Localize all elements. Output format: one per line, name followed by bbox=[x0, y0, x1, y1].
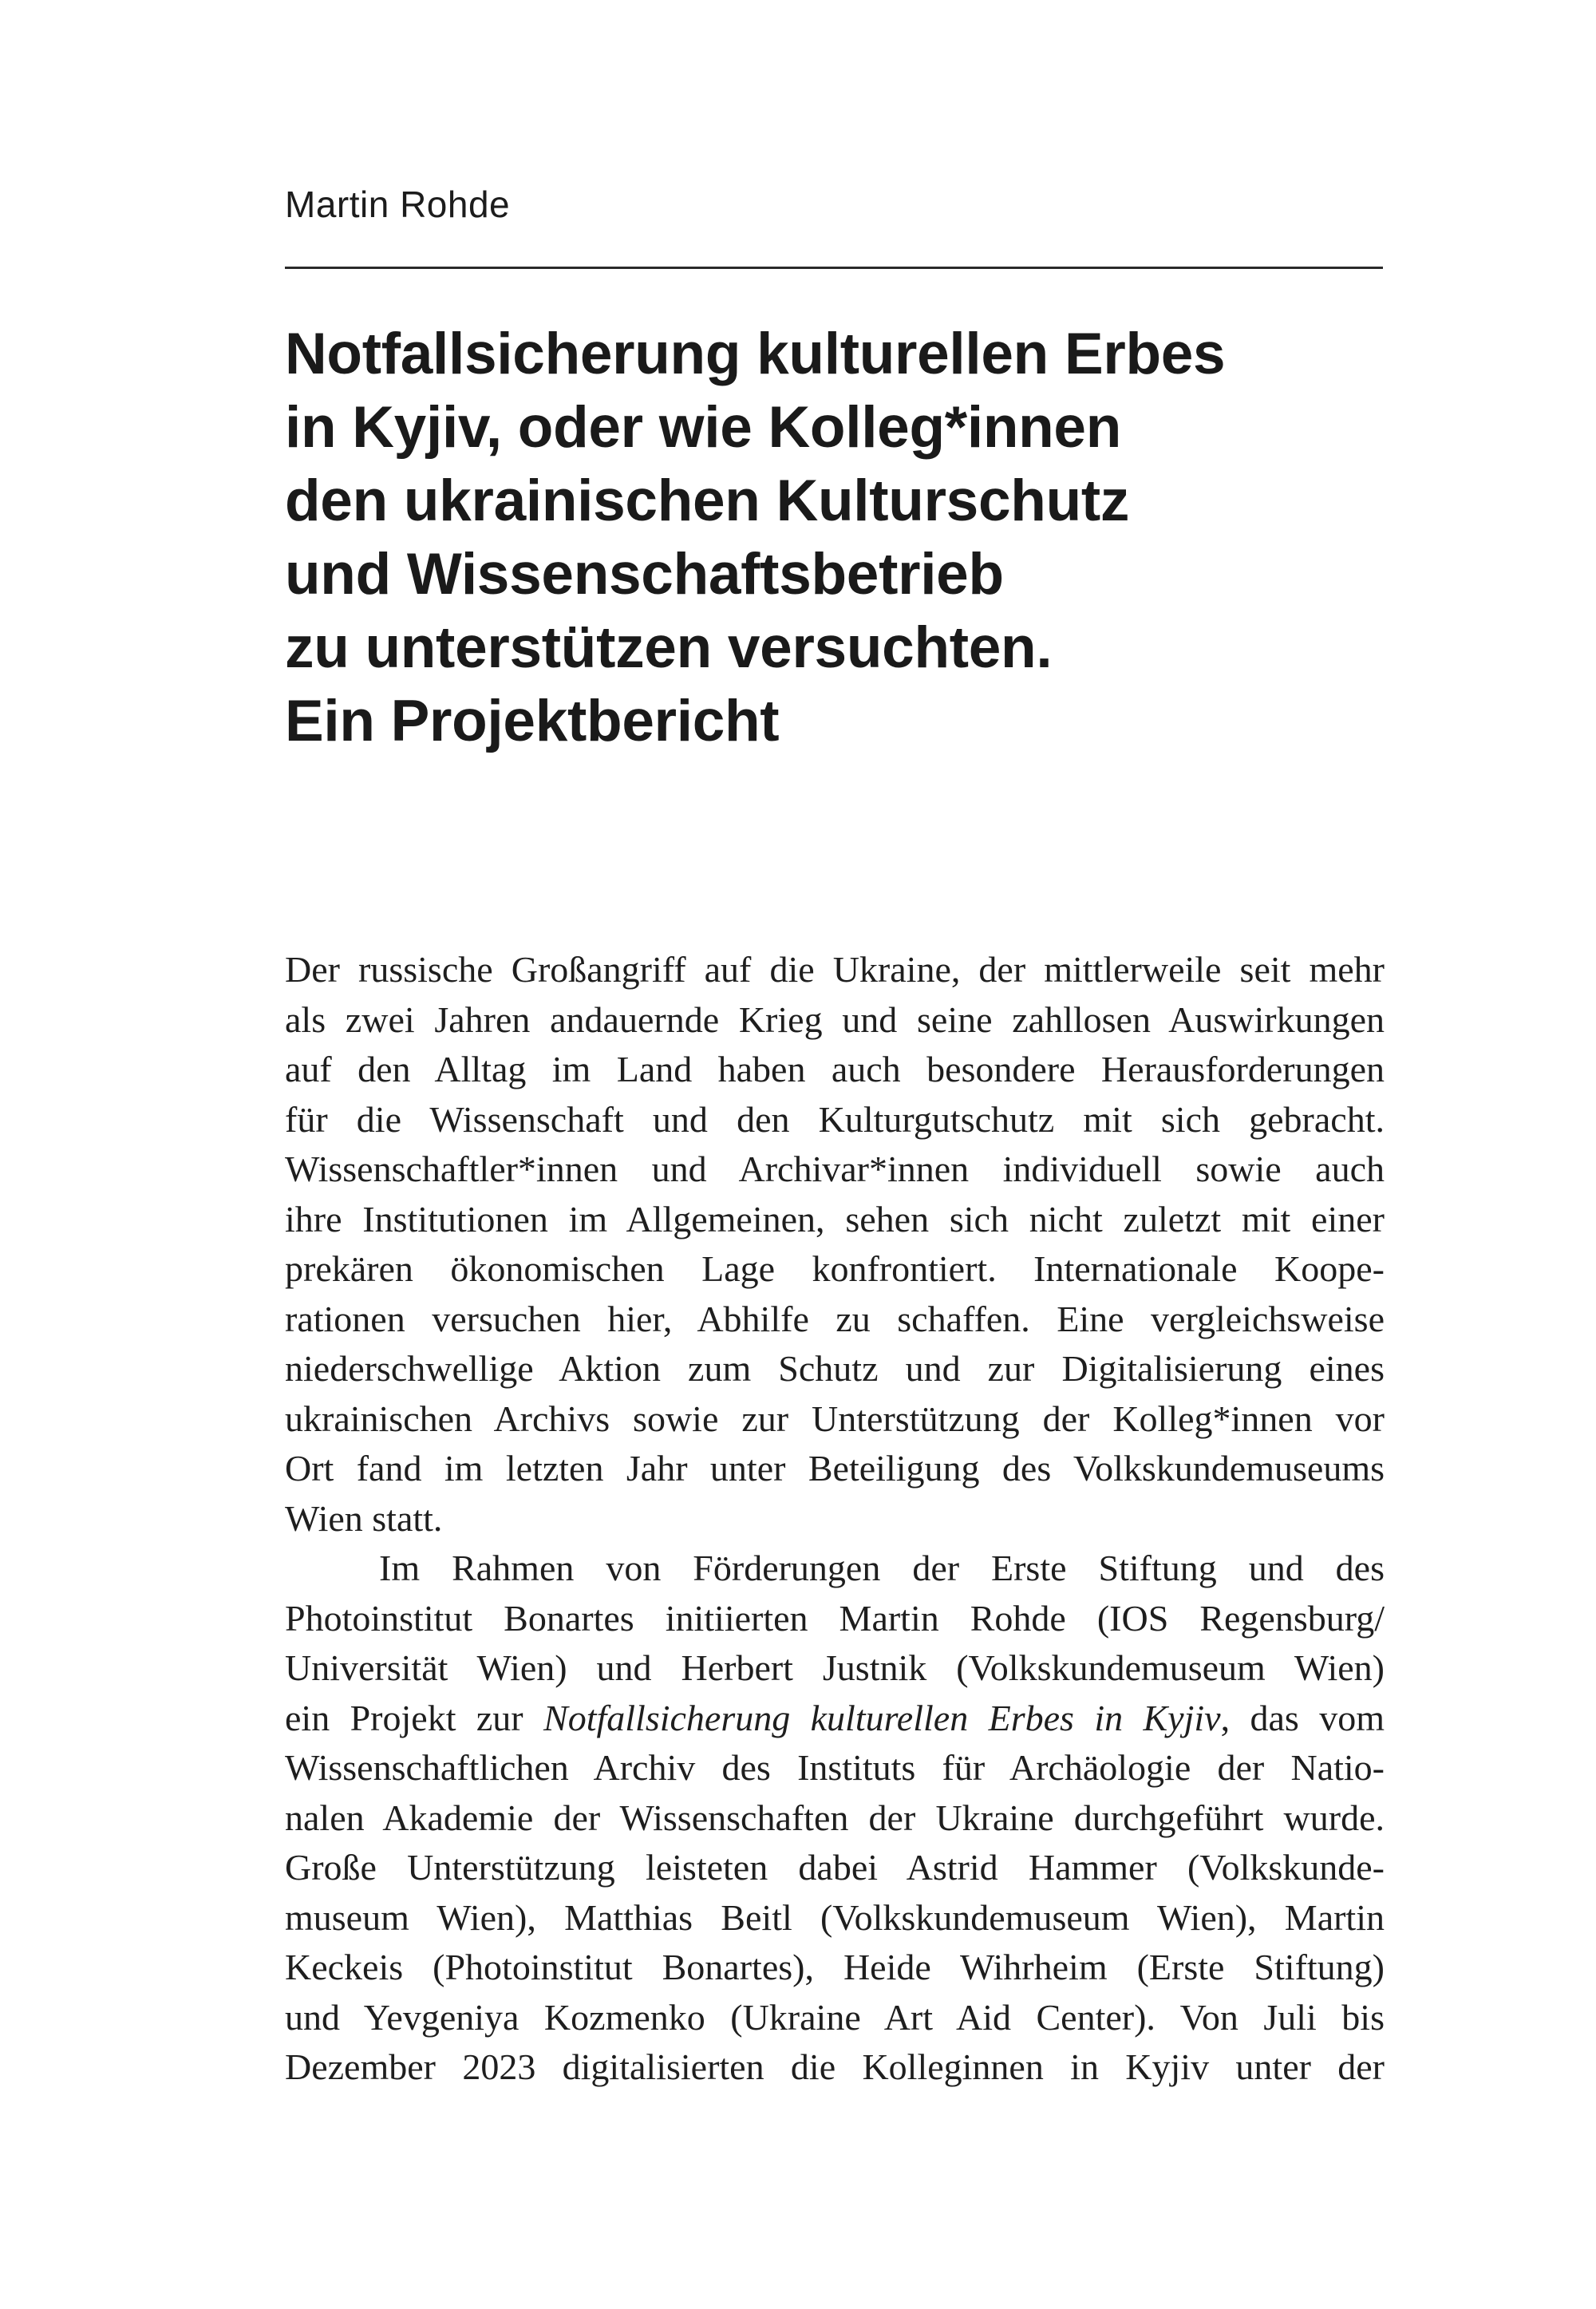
body-line: ukrainischen Archivs sowie zur Unterstützung der Kolleg*innen vor bbox=[285, 1398, 1385, 1439]
body-line: ihre Institutionen im Allgemeinen, sehen sich nicht zuletzt mit einer bbox=[285, 1198, 1385, 1240]
body-text: , das vom bbox=[1220, 1697, 1385, 1738]
header-divider bbox=[285, 267, 1383, 269]
article-title bbox=[285, 318, 1402, 758]
body-line: auf den Alltag im Land haben auch besondere Herausforderungen bbox=[285, 1049, 1385, 1089]
title-line: zu unterstützen versuchten. bbox=[285, 615, 1053, 680]
body-line: Große Unterstützung leisteten dabei Astrid Hammer (Volkskunde- bbox=[285, 1847, 1385, 1888]
body-line: als zwei Jahren andauernde Krieg und seine zahllosen Auswirkungen bbox=[285, 998, 1385, 1040]
body-line: Dezember 2023 digitalisierten die Kolleginnen in Kyjiv unter der bbox=[285, 2046, 1385, 2087]
body-line: Ort fand im letzten Jahr unter Beteiligung des Volkskundemuseums bbox=[285, 1448, 1385, 1489]
body-line: und Yevgeniya Kozmenko (Ukraine Art Aid Center). Von Juli bis bbox=[285, 1996, 1385, 2038]
title-line: Notfallsicherung kulturellen Erbes bbox=[285, 322, 1226, 386]
body-line: Wien statt. bbox=[285, 1497, 443, 1539]
article-body bbox=[285, 945, 1385, 2093]
body-line: rationen versuchen hier, Abhilfe zu schaffen. Eine vergleichsweise bbox=[285, 1298, 1385, 1339]
body-line: Universität Wien) und Herbert Justnik (Volkskundemuseum Wien) bbox=[285, 1647, 1385, 1688]
body-line: Keckeis (Photoinstitut Bonartes), Heide Wihrheim (Erste Stiftung) bbox=[285, 1947, 1385, 1987]
paragraph-2 bbox=[285, 1544, 1385, 2093]
title-line: Ein Projektbericht bbox=[285, 689, 780, 753]
body-line: niederschwellige Aktion zum Schutz und zur Digitalisierung eines bbox=[285, 1348, 1385, 1389]
body-line: Photoinstitut Bonartes initiierten Martin Rohde (IOS Regensburg/ bbox=[285, 1597, 1385, 1639]
body-line: prekären ökonomischen Lage konfrontiert. Internationale Koope- bbox=[285, 1248, 1385, 1289]
body-line: museum Wien), Matthias Beitl (Volkskundemuseum Wien), Martin bbox=[285, 1896, 1385, 1938]
body-line: nalen Akademie der Wissenschaften der Ukraine durchgeführt wurde. bbox=[285, 1797, 1385, 1838]
paragraph-1 bbox=[285, 945, 1385, 1544]
title-line: und Wissenschaftsbetrieb bbox=[285, 542, 1004, 607]
project-title-italic: Notfallsicherung kulturellen Erbes in Kyjiv bbox=[543, 1697, 1221, 1738]
body-line: Im Rahmen von Förderungen der Erste Stiftung und des bbox=[379, 1548, 1385, 1588]
body-line: Wissenschaftlichen Archiv des Instituts für Archäologie der Natio- bbox=[285, 1747, 1385, 1788]
title-line: den ukrainischen Kulturschutz bbox=[285, 469, 1130, 533]
body-line: für die Wissenschaft und den Kulturgutschutz mit sich gebracht. bbox=[285, 1098, 1385, 1140]
body-line: Wissenschaftler*innen und Archivar*innen individuell sowie auch bbox=[285, 1149, 1385, 1189]
body-line: Der russische Großangriff auf die Ukraine, der mittlerweile seit mehr bbox=[285, 949, 1385, 990]
body-line-with-italic bbox=[285, 1694, 1385, 1744]
title-line: in Kyjiv, oder wie Kolleg*innen bbox=[285, 395, 1122, 460]
author-name: Martin Rohde bbox=[285, 184, 511, 225]
body-text: ein Projekt zur bbox=[285, 1697, 544, 1738]
